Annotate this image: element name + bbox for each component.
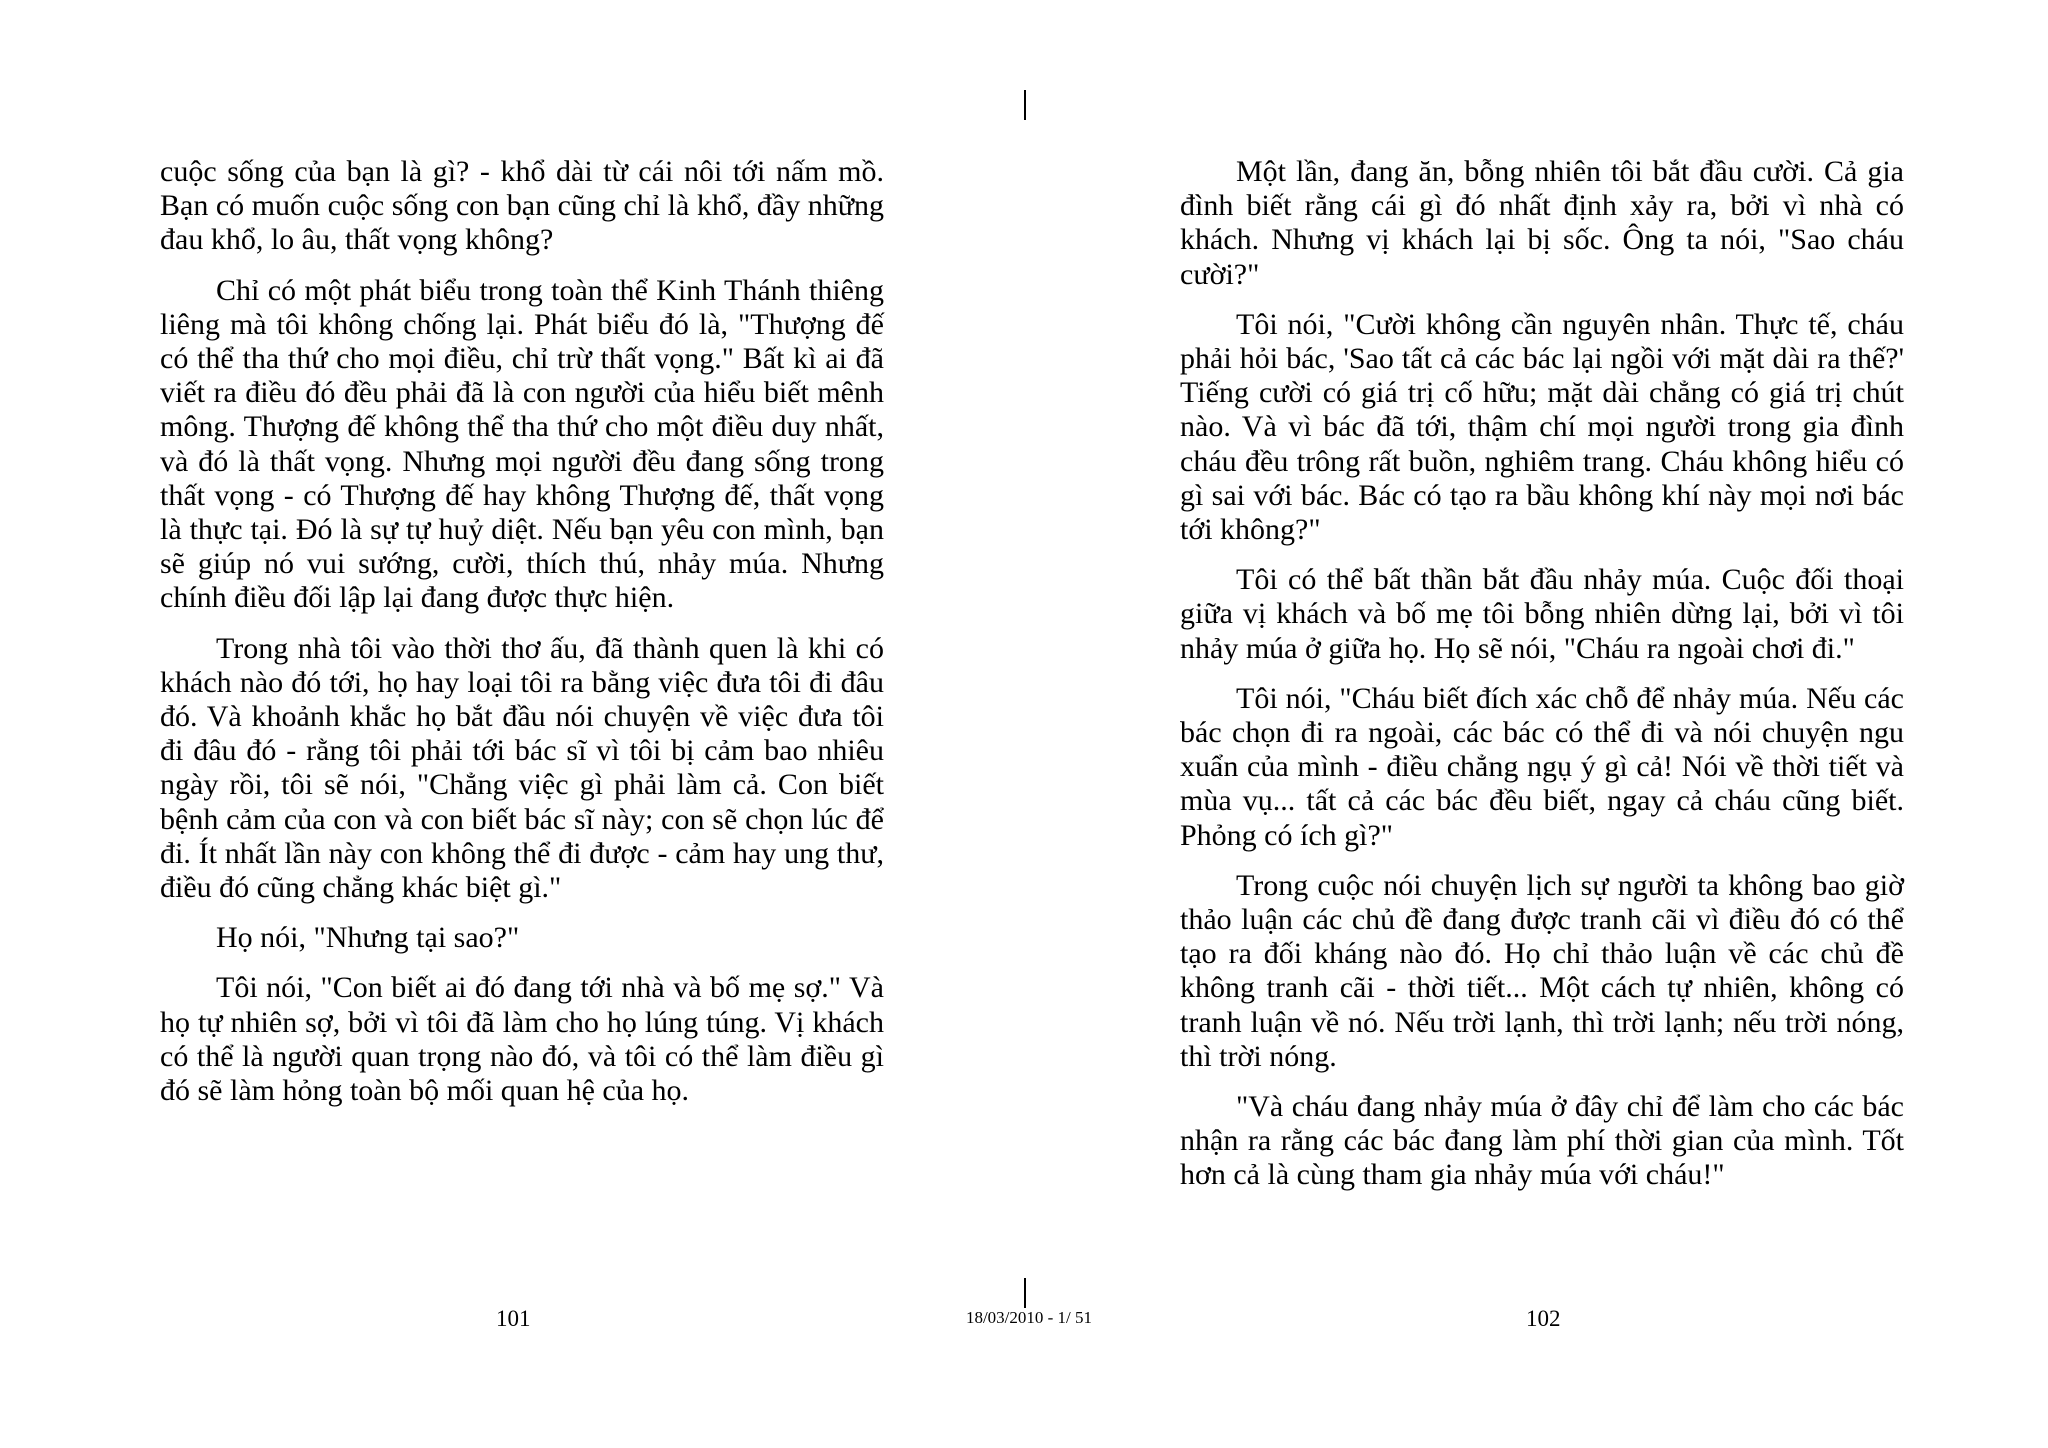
right-paragraph-6: "Và cháu đang nhảy múa ở đây chỉ để làm cho các bác nhận ra rằng các bác đang làm phí thời gian của mình. Tốt hơn cả là cùng tham gia nhảy múa với cháu!" xyxy=(1180,1090,1904,1192)
left-paragraph-4: Họ nói, "Nhưng tại sao?" xyxy=(216,921,520,955)
left-page-text xyxy=(160,155,884,1124)
right-paragraph-5: Trong cuộc nói chuyện lịch sự người ta không bao giờ thảo luận các chủ đề đang được tranh cãi vì điều đó có thể tạo ra đối kháng nào đó. Họ chỉ thảo luận về các chủ đề không tranh cãi - thời tiết... Một cách tự nhiên, không có tranh luận về nó. Nếu trời lạnh, thì trời lạnh; nếu trời nóng, thì trời nóng. xyxy=(1180,868,1904,1073)
divider-bottom xyxy=(1024,1278,1026,1308)
right-paragraph-2: Tôi nói, "Cười không cần nguyên nhân. Thực tế, cháu phải hỏi bác, 'Sao tất cả các bác lại ngồi với mặt dài ra thế?' Tiếng cười có giá trị cố hữu; mặt dài chẳng có giá trị chút nào. Và vì bác đã tới, thậm chí mọi người trong gia đình cháu đều trông rất buồn, nghiêm trang. Cháu không hiểu có gì sai với bác. Bác có tạo ra bầu không khí này mọi nơi bác tới không?" xyxy=(1180,307,1904,547)
right-paragraph-4: Tôi nói, "Cháu biết đích xác chỗ để nhảy múa. Nếu các bác chọn đi ra ngoài, các bác có thể đi và nói chuyện ngu xuẩn của mình - điều chẳng ngụ ý gì cả! Nói về thời tiết và mùa vụ... tất cả các bác đều biết, ngay cả cháu cũng biết. Phỏng có ích gì?" xyxy=(1180,681,1904,852)
left-paragraph-3: Trong nhà tôi vào thời thơ ấu, đã thành quen là khi có khách nào đó tới, họ hay loại tôi ra bằng việc đưa tôi đi đâu đó. Và khoảnh khắc họ bắt đầu nói chuyện về việc đưa tôi đi đâu đó - rằng tôi phải tới bác sĩ vì tôi bị cảm bao nhiêu ngày rồi, tôi sẽ nói, "Chẳng việc gì phải làm cả. Con biết bệnh cảm của con và con biết bác sĩ này; con sẽ chọn lúc để đi. Ít nhất lần này con không thể đi được - cảm hay ung thư, điều đó cũng chẳng khác biệt gì." xyxy=(160,631,884,905)
right-page-text xyxy=(1180,155,1904,1209)
left-paragraph-1: cuộc sống của bạn là gì? - khổ dài từ cái nôi tới nấm mồ. Bạn có muốn cuộc sống con bạn cũng chỉ là khổ, đầy những đau khổ, lo âu, thất vọng không? xyxy=(160,155,884,257)
left-page-number: 101 xyxy=(496,1306,531,1331)
divider-top xyxy=(1024,90,1026,120)
right-page-number: 102 xyxy=(1526,1306,1561,1331)
left-paragraph-5: Tôi nói, "Con biết ai đó đang tới nhà và bố mẹ sợ." Và họ tự nhiên sợ, bởi vì tôi đã làm cho họ lúng túng. Vị khách có thể là người quan trọng nào đó, và tôi có thể làm điều gì đó sẽ làm hỏng toàn bộ mối quan hệ của họ. xyxy=(160,971,884,1108)
right-paragraph-3: Tôi có thể bất thần bắt đầu nhảy múa. Cuộc đối thoại giữa vị khách và bố mẹ tôi bỗng nhiên dừng lại, bởi vì tôi nhảy múa ở giữa họ. Họ sẽ nói, "Cháu ra ngoài chơi đi." xyxy=(1180,563,1904,665)
right-paragraph-1: Một lần, đang ăn, bỗng nhiên tôi bắt đầu cười. Cả gia đình biết rằng cái gì đó nhất định xảy ra, bởi vì nhà có khách. Nhưng vị khách lại bị sốc. Ông ta nói, "Sao cháu cười?" xyxy=(1180,155,1904,291)
left-paragraph-2: Chỉ có một phát biểu trong toàn thể Kinh Thánh thiêng liêng mà tôi không chống lại. Phát biểu đó là, "Thượng đế có thể tha thứ cho mọi điều, chỉ trừ thất vọng." Bất kì ai đã viết ra điều đó đều phải đã là con người của hiểu biết mênh mông. Thượng đế không thể tha thứ cho một điều duy nhất, và đó là thất vọng. Nhưng mọi người đều đang sống trong thất vọng - có Thượng đế hay không Thượng đế, thất vọng là thực tại. Đó là sự tự huỷ diệt. Nếu bạn yêu con mình, bạn sẽ giúp nó vui sướng, cười, thích thú, nhảy múa. Nhưng chính điều đối lập lại đang được thực hiện. xyxy=(160,273,884,615)
footer-stamp: 18/03/2010 - 1/ 51 xyxy=(965,1308,1093,1327)
